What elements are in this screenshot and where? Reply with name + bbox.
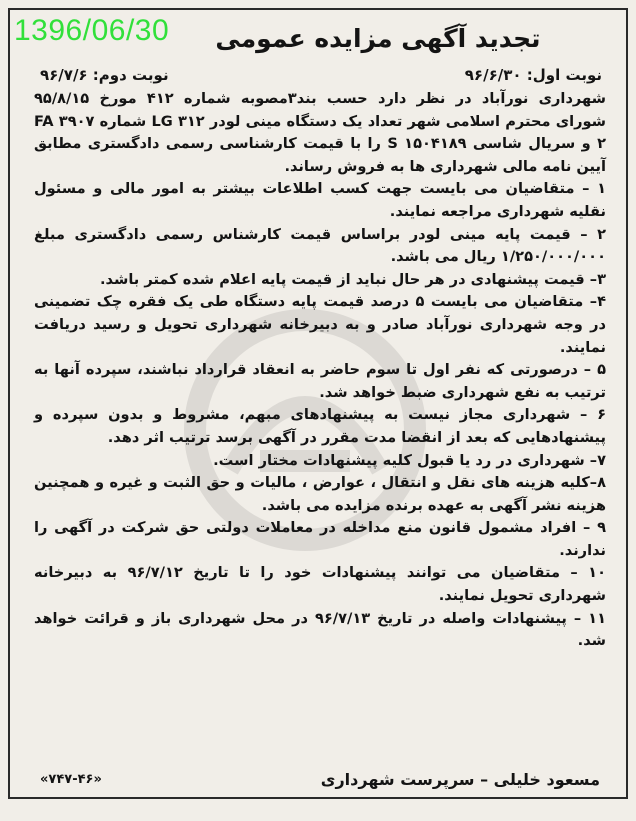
condition-item: ۴– متقاضیان می بایست ۵ درصد قیمت پایه دستگاه طی یک فقره چک تضمینی در وجه شهرداری نورآباد صادر و به دبیرخانه شهرداری تحویل و رسید دریافت نمایند.: [34, 293, 606, 356]
condition-item: ۲ – قیمت پایه مینی لودر براساس قیمت کارشناس رسمی دادگستری مبلغ ۱/۲۵۰/۰۰۰/۰۰۰ ریال می باشد.: [34, 225, 606, 266]
round-first: نوبت اول: ۹۶/۶/۳۰: [464, 66, 602, 84]
notice-title: تجدید آگهی مزایده عمومی: [215, 24, 541, 53]
publication-rounds: [40, 64, 602, 86]
condition-item: ۷– شهرداری در رد یا قبول کلیه پیشنهادات مختار است.: [213, 451, 606, 469]
date-stamp: 1396/06/30: [14, 14, 170, 47]
notice-body: [34, 88, 606, 653]
notice-code: «۷۴۷-۴۶»: [40, 772, 102, 787]
condition-item: ۱۱ – پیشنهادات واصله در تاریخ ۹۶/۷/۱۳ در محل شهرداری باز و قرائت خواهد شد.: [34, 609, 606, 650]
condition-item: ۱ – متقاضیان می بایست جهت کسب اطلاعات بیشتر به امور مالی و مسئول نقلیه شهرداری مراجعه نمایند.: [34, 180, 606, 220]
notice-footer: [40, 770, 600, 789]
condition-item: ۳– قیمت پیشنهادی در هر حال نباید از قیمت پایه اعلام شده کمتر باشد.: [100, 270, 606, 288]
condition-item: ۶ – شهرداری مجاز نیست به پیشنهادهای مبهم، مشروط و بدون سپرده و پیشنهادهایی که بعد از انقضا مدت مقرر در آگهی برسد ترتیب اثر دهد.: [34, 406, 606, 446]
condition-item: ۱۰ – متقاضیان می توانند پیشنهادات خود را تا تاریخ ۹۶/۷/۱۲ به دبیرخانه شهرداری تحویل نمایند.: [34, 564, 606, 605]
signature: مسعود خلیلی – سرپرست شهرداری: [320, 770, 600, 789]
round-second: نوبت دوم: ۹۶/۷/۶: [40, 66, 169, 84]
condition-item: ۸–کلیه هزینه های نقل و انتقال ، عوارض ، مالیات و حق الثبت و غیره و همچنین هزینه نشر آگهی به عهده برنده مزایده می باشد.: [34, 474, 606, 514]
notice-intro: شهرداری نورآباد در نظر دارد حسب بند۳مصوبه شماره ۴۱۲ مورخ ۹۵/۸/۱۵ شورای محترم اسلامی شهر تعداد یک دستگاه مینی لودر LG ۳۱۲ شماره ۳۹۰۷ FA ۲ و سریال شاسی S ۱۵۰۴۱۸۹ را با قیمت کارشناسی رسمی دادگستری مطابق آیین نامه مالی شهرداری ها به فروش رساند.: [34, 90, 606, 175]
condition-item: ۹ – افراد مشمول قانون منع مداخله در معاملات دولتی حق شرکت در آگهی را ندارند.: [34, 519, 606, 559]
condition-item: ۵ – درصورتی که نفر اول تا سوم حاضر به انعقاد قرارداد نباشند، سپرده آنها به ترتیب به نفع شهرداری ضبط خواهد شد.: [34, 361, 606, 401]
